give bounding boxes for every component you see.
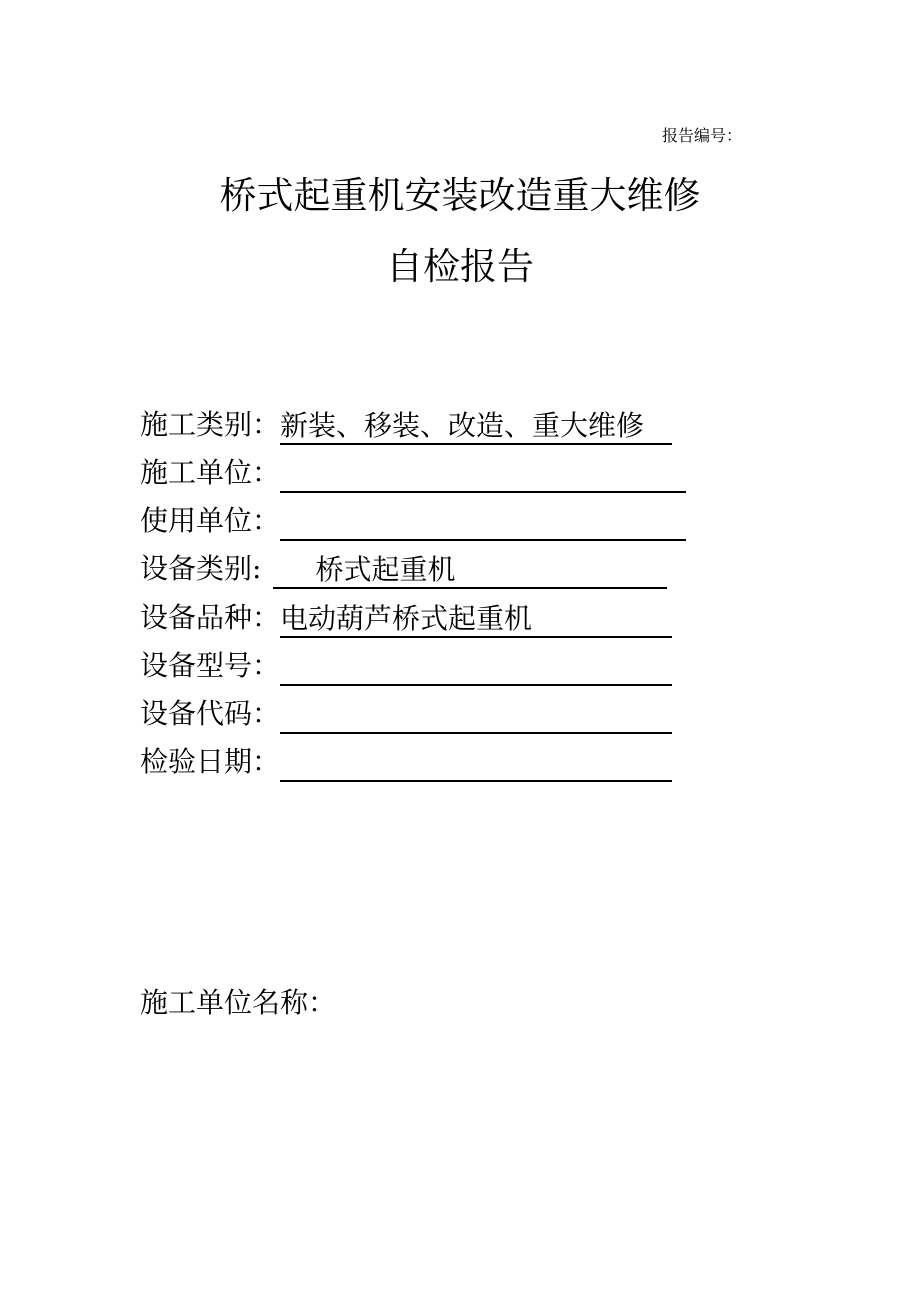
field-value [280, 648, 672, 686]
field-label: 施工单位： [140, 456, 281, 489]
field-value: 桥式起重机 [273, 551, 667, 589]
field-equipment-variety [140, 598, 672, 638]
field-user-unit [140, 501, 686, 541]
field-equipment-code [140, 694, 672, 734]
field-label: 使用单位： [140, 504, 281, 537]
field-value [280, 696, 672, 734]
field-construction-category [140, 405, 672, 445]
field-label: 检验日期： [140, 745, 281, 778]
field-value [280, 744, 672, 782]
field-construction-unit [140, 453, 686, 493]
field-value: 电动葫芦桥式起重机 [280, 600, 672, 638]
field-inspection-date [140, 742, 672, 782]
field-label: 设备代码： [140, 697, 281, 730]
field-label: 施工类别： [140, 408, 281, 441]
field-label: 设备品种： [140, 601, 281, 634]
field-equipment-model [140, 646, 672, 686]
field-value [280, 503, 686, 541]
field-label: 设备类别: [140, 552, 262, 585]
construction-unit-name-label: 施工单位名称： [140, 986, 337, 1019]
field-value: 新装、移装、改造、重大维修 [280, 407, 672, 445]
field-value [280, 455, 686, 493]
field-equipment-category [140, 549, 667, 589]
report-number-label: 报告编号： [662, 126, 743, 145]
document-title-line-1: 桥式起重机安装改造重大维修 [219, 174, 701, 217]
document-title-line-2: 自检报告 [386, 245, 534, 288]
field-label: 设备型号： [140, 649, 281, 682]
